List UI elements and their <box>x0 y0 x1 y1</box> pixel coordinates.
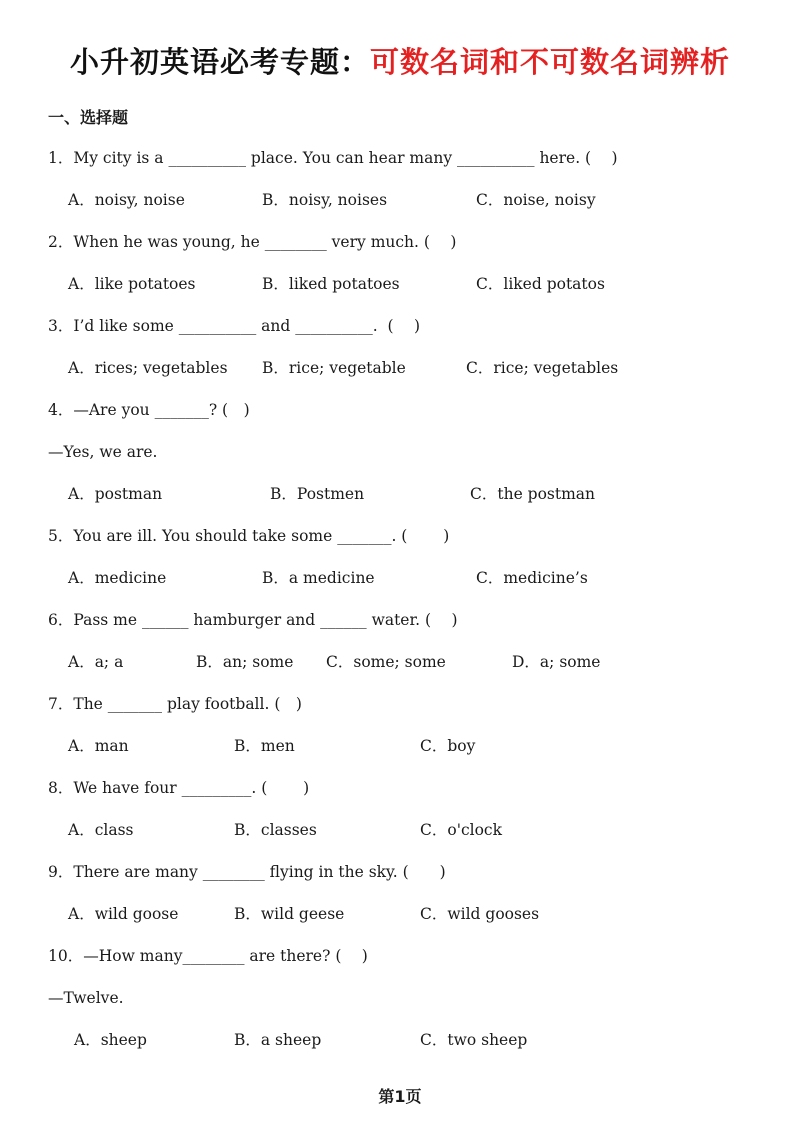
question-1-option-b: B．noisy, noises <box>262 191 388 209</box>
question-5-option-c: C．medicine’s <box>476 569 588 587</box>
question-10-option-b: B．a sheep <box>234 1031 322 1049</box>
title-prefix: 小升初英语必考专题： <box>69 45 370 79</box>
question-2-option-c: C．liked potatos <box>476 275 605 293</box>
question-7-option-a: A．man <box>68 737 129 755</box>
question-9-option-a: A．wild goose <box>68 905 179 923</box>
section-heading: 一、选择题 <box>48 108 129 127</box>
question-4-option-c: C．the postman <box>470 485 596 503</box>
question-6-option-a: A．a; a <box>68 653 124 671</box>
question-8-option-b: B．classes <box>234 821 317 839</box>
question-1-option-c: C．noise, noisy <box>476 191 596 209</box>
page-title <box>0 40 800 81</box>
question-8-option-a: A．class <box>68 821 134 839</box>
question-7-option-c: C．boy <box>420 737 476 755</box>
question-2-option-b: B．liked potatoes <box>262 275 400 293</box>
question-4-stem: 4．—Are you _______? ( ) <box>48 401 250 419</box>
page-number: 第1页 <box>378 1087 422 1106</box>
question-9-option-c: C．wild gooses <box>420 905 540 923</box>
question-6-option-b: B．an; some <box>196 653 294 671</box>
question-4-answer-line: —Yes, we are. <box>48 443 158 461</box>
question-5-stem: 5．You are ill. You should take some _______. ( ) <box>48 527 450 545</box>
question-6-option-c: C．some; some <box>326 653 446 671</box>
question-10-stem: 10．—How many________ are there? ( ) <box>48 947 368 965</box>
question-3-option-a: A．rices; vegetables <box>68 359 228 377</box>
question-8-stem: 8．We have four _________. ( ) <box>48 779 310 797</box>
question-8-option-c: C．o'clock <box>420 821 502 839</box>
question-2-stem: 2．When he was young, he ________ very much. ( ) <box>48 233 457 251</box>
question-6-stem: 6．Pass me ______ hamburger and ______ water. ( ) <box>48 611 458 629</box>
question-3-option-c: C．rice; vegetables <box>466 359 619 377</box>
title-topic: 可数名词和不可数名词辨析 <box>370 45 731 79</box>
question-5-option-b: B．a medicine <box>262 569 375 587</box>
question-2-option-a: A．like potatoes <box>68 275 196 293</box>
question-4-option-b: B．Postmen <box>270 485 365 503</box>
question-7-option-b: B．men <box>234 737 295 755</box>
question-10-answer-line: —Twelve. <box>48 989 124 1007</box>
question-3-option-b: B．rice; vegetable <box>262 359 406 377</box>
question-4-option-a: A．postman <box>68 485 163 503</box>
question-1-option-a: A．noisy, noise <box>68 191 185 209</box>
question-9-stem: 9．There are many ________ flying in the sky. ( ) <box>48 863 446 881</box>
question-1-stem: 1．My city is a __________ place. You can hear many __________ here. ( ) <box>48 149 618 167</box>
question-10-option-a: A．sheep <box>74 1031 147 1049</box>
question-9-option-b: B．wild geese <box>234 905 345 923</box>
question-7-stem: 7．The _______ play football. ( ) <box>48 695 302 713</box>
question-3-stem: 3．I’d like some __________ and __________. ( ) <box>48 317 421 335</box>
question-10-option-c: C．two sheep <box>420 1031 528 1049</box>
question-5-option-a: A．medicine <box>68 569 167 587</box>
question-6-option-d: D．a; some <box>512 653 601 671</box>
